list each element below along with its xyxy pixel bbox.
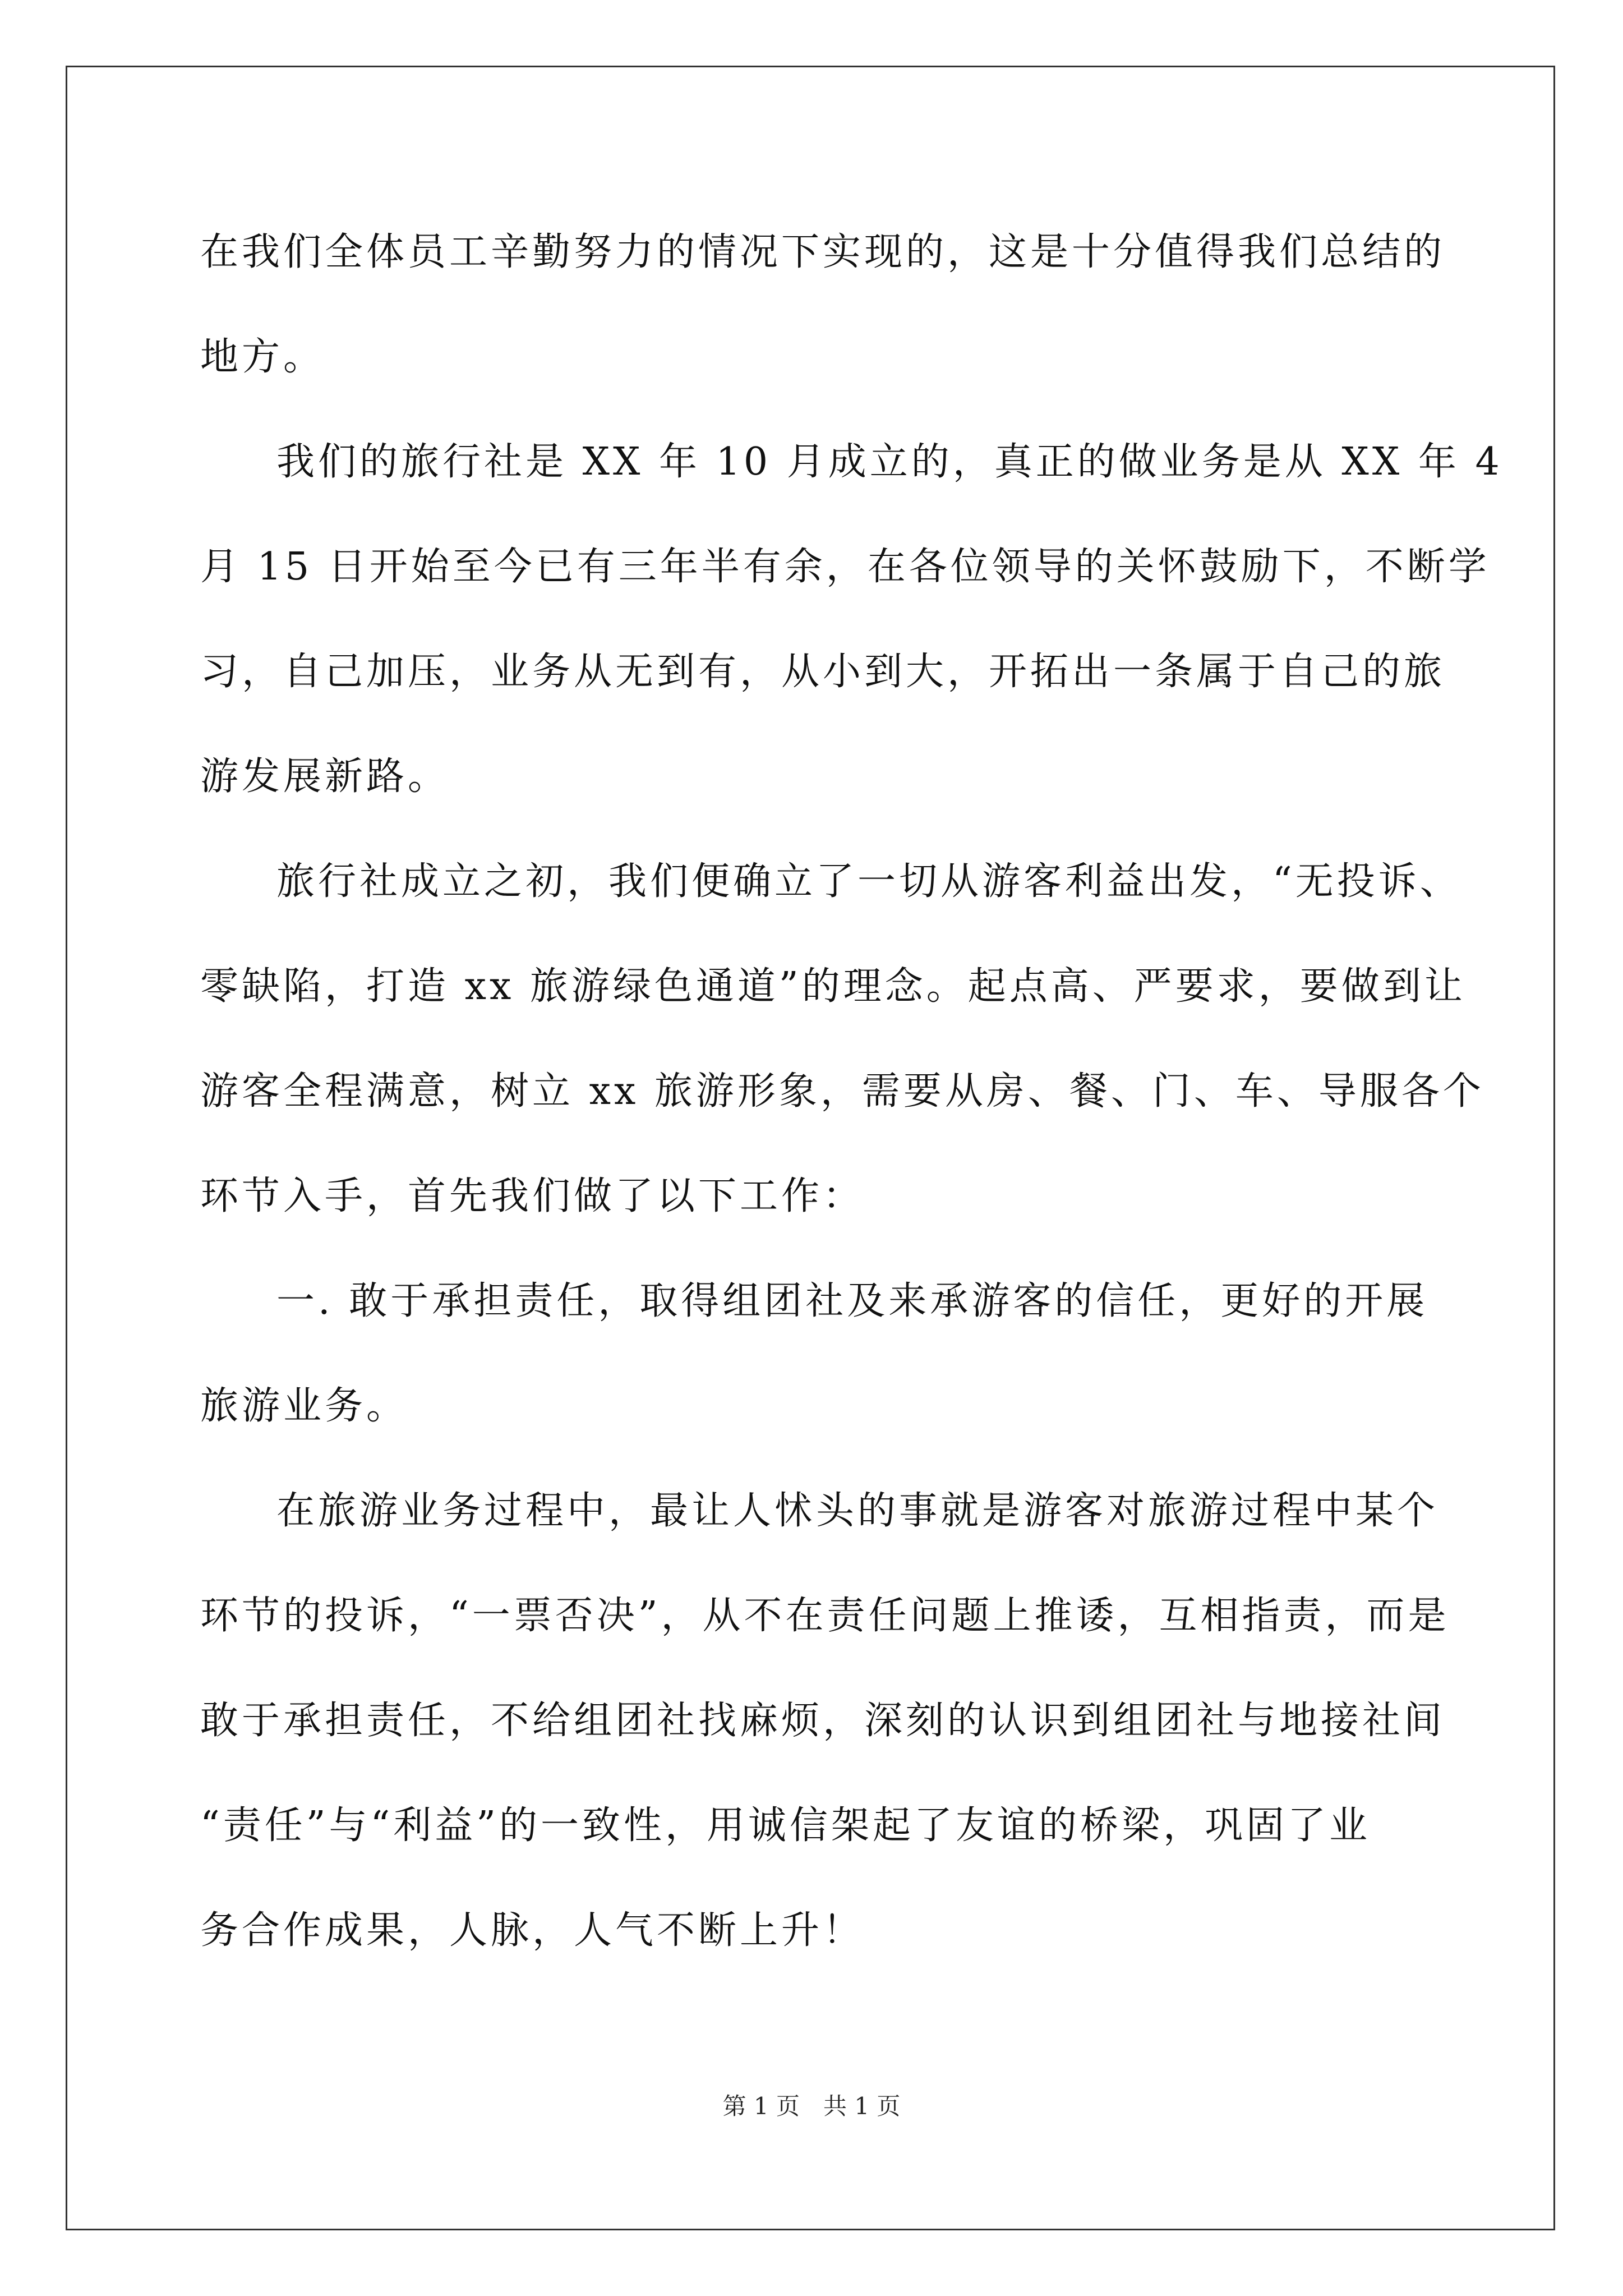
text-line: 我们的旅行社是 XX 年 10 月成立的，真正的做业务是从 XX 年 4 (276, 440, 1503, 484)
text-line: 游发展新路。 (200, 754, 450, 799)
text-line: 一. 敢于承担责任，取得组团社及来承游客的信任，更好的开展 (276, 1279, 1428, 1323)
text-line: 旅行社成立之初，我们便确立了一切从游客利益出发，“无投诉、 (276, 859, 1461, 904)
text-line: 游客全程满意，树立 xx 旅游形象，需要从房、餐、门、车、导服各个 (200, 1069, 1484, 1114)
text-line: 习，自己加压，业务从无到有，从小到大，开拓出一条属于自己的旅 (200, 650, 1446, 694)
text-line: 敢于承担责任，不给组团社找麻烦，深刻的认识到组团社与地接社间 (200, 1699, 1446, 1743)
text-line: 在我们全体员工辛勤努力的情况下实现的，这是十分值得我们总结的 (200, 230, 1446, 274)
text-line: “责任”与“利益”的一致性，用诚信架起了友谊的桥梁，巩固了业 (200, 1803, 1371, 1848)
text-line: 月 15 日开始至今已有三年半有余，在各位领导的关怀鼓励下，不断学 (200, 545, 1490, 589)
text-line: 地方。 (200, 335, 325, 379)
text-line: 环节入手，首先我们做了以下工作： (200, 1174, 865, 1218)
text-line: 旅游业务。 (200, 1384, 408, 1428)
text-line: 环节的投诉，“一票否决”，从不在责任问题上推诿，互相指责，而是 (200, 1594, 1450, 1638)
page-border (66, 66, 1555, 2230)
text-line: 务合作成果，人脉，人气不断上升！ (200, 1908, 865, 1953)
page-footer: 第 1 页 共 1 页 (722, 2092, 901, 2120)
text-line: 零缺陷，打造 xx 旅游绿色通道”的理念。起点高、严要求，要做到让 (200, 964, 1466, 1009)
text-line: 在旅游业务过程中，最让人怵头的事就是游客对旅游过程中某个 (276, 1489, 1439, 1533)
